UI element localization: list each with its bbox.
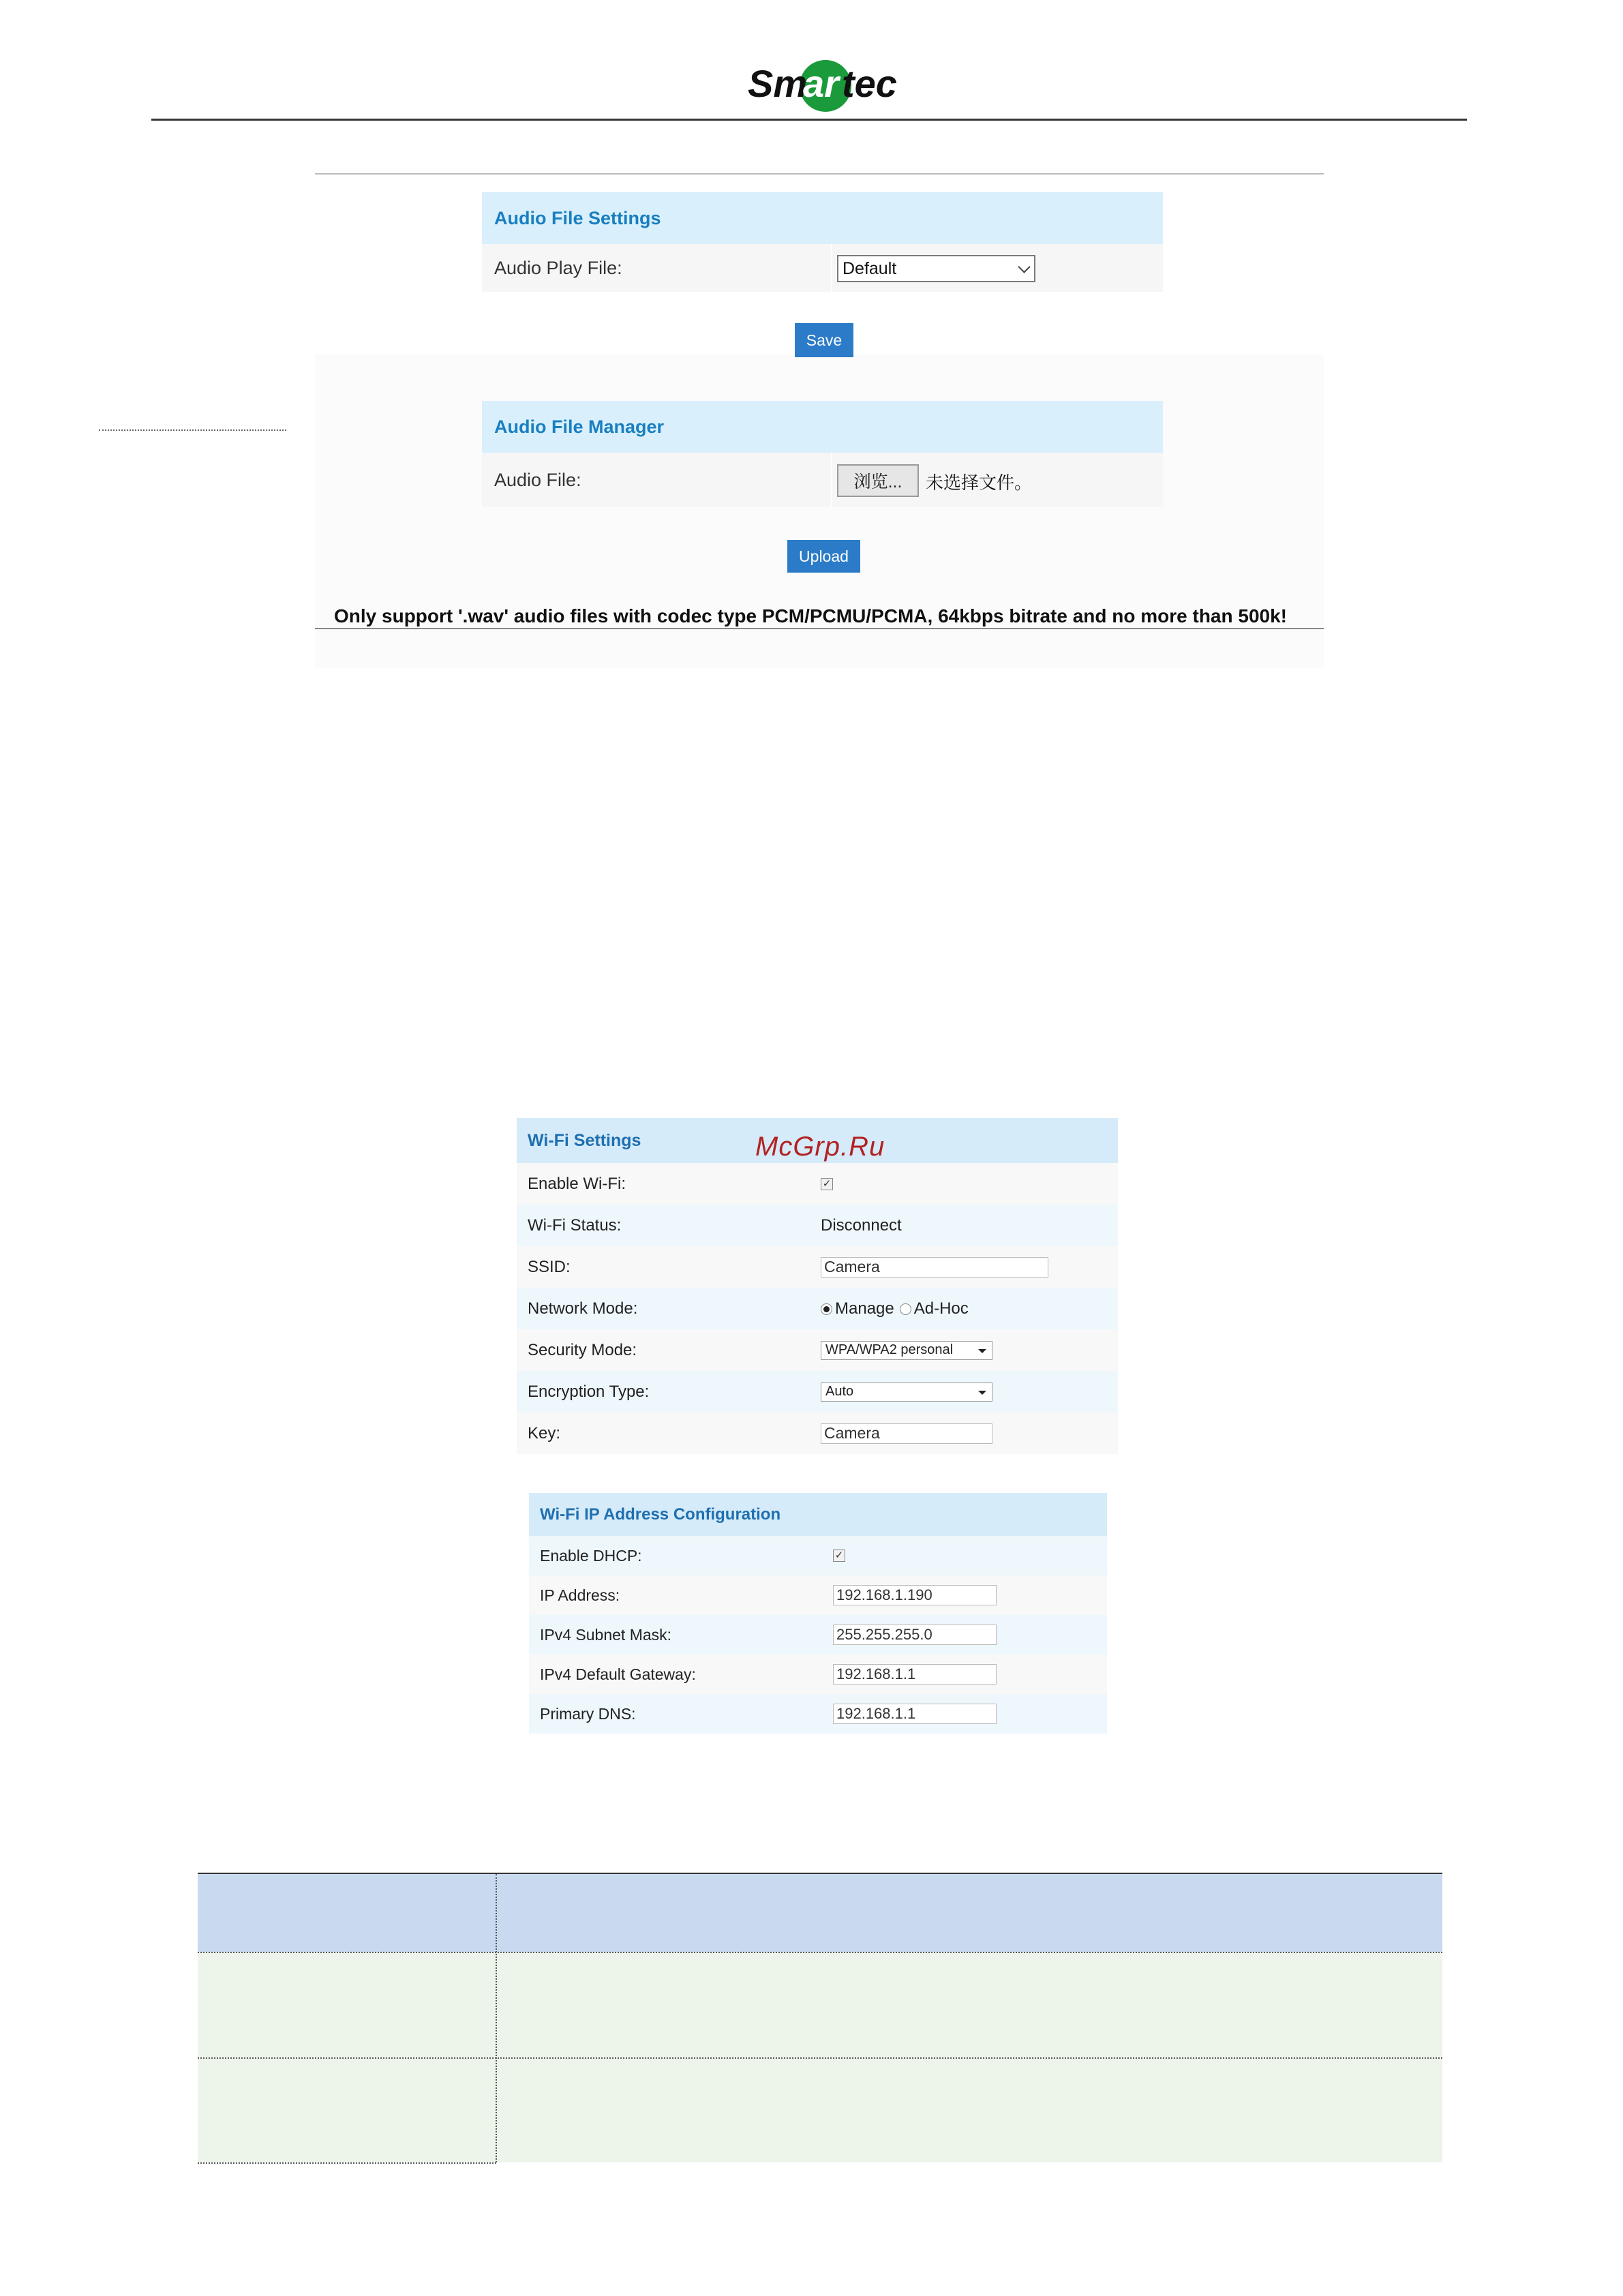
cell-divider [831, 453, 832, 507]
screenshot-bottom-border [315, 628, 1324, 629]
dhcp-row [529, 1536, 1107, 1575]
security-mode-value: WPA/WPA2 personal [825, 1342, 954, 1357]
network-mode-label: Network Mode: [528, 1299, 638, 1318]
enable-dhcp-checkbox[interactable]: ✓ [833, 1550, 845, 1562]
encryption-type-value: Auto [825, 1384, 854, 1399]
ip-address-label: IP Address: [540, 1586, 620, 1604]
audio-file-label: Audio File: [494, 469, 581, 490]
ip-address-row [529, 1575, 1107, 1615]
gateway-row [529, 1655, 1107, 1694]
radio-unselected-icon [900, 1303, 911, 1315]
svg-text:Sm: Sm [748, 62, 808, 105]
ssid-label: SSID: [528, 1257, 571, 1276]
subnet-mask-input[interactable]: 255.255.255.0 [833, 1625, 997, 1645]
dropdown-arrow-icon [978, 1349, 986, 1353]
encryption-type-select[interactable] [821, 1383, 992, 1402]
audio-settings-title: Audio File Settings [494, 207, 661, 228]
table-column-divider [496, 1874, 497, 2162]
audio-settings-header [482, 192, 1163, 244]
subnet-mask-label: IPv4 Subnet Mask: [540, 1625, 672, 1644]
manage-label: Manage [835, 1299, 894, 1318]
upload-note: Only support '.wav' audio files with codec type PCM/PCMU/PCMA, 64kbps bitrate and no more than 500k! [334, 605, 1288, 626]
security-mode-select[interactable] [821, 1341, 992, 1360]
network-mode-manage-option[interactable] [821, 1299, 894, 1318]
gateway-label: IPv4 Default Gateway: [540, 1665, 696, 1683]
encryption-row [517, 1371, 1118, 1413]
gateway-input[interactable]: 192.168.1.1 [833, 1664, 997, 1685]
audio-file-row [482, 453, 1163, 507]
wifi-settings-title: Wi-Fi Settings [528, 1130, 641, 1150]
enable-wifi-label: Enable Wi-Fi: [528, 1174, 626, 1193]
save-button[interactable]: Save [795, 323, 853, 357]
key-input[interactable]: Camera [821, 1423, 992, 1444]
dropdown-arrow-icon [978, 1391, 986, 1395]
primary-dns-input[interactable]: 192.168.1.1 [833, 1704, 997, 1724]
wifi-status-row [517, 1205, 1118, 1246]
svg-text:tec: tec [842, 62, 897, 105]
upload-button[interactable]: Upload [787, 540, 860, 573]
wifi-enable-row [517, 1163, 1118, 1205]
adhoc-label: Ad-Hoc [913, 1299, 969, 1318]
chevron-down-icon [1018, 260, 1030, 273]
radio-selected-icon [821, 1303, 832, 1315]
enable-dhcp-label: Enable DHCP: [540, 1546, 642, 1565]
wifi-ip-panel [529, 1493, 1107, 1738]
key-label: Key: [528, 1423, 561, 1442]
table-row-divider [198, 1952, 1442, 1953]
table-row-divider [198, 2057, 1442, 2059]
network-mode-adhoc-option[interactable] [900, 1299, 969, 1318]
svg-text:ar: ar [803, 62, 839, 105]
table-row [198, 1952, 1442, 2057]
no-file-selected-text: 未选择文件。 [926, 472, 1033, 493]
table-row [198, 2057, 1442, 2162]
network-mode-row [517, 1288, 1118, 1329]
screenshot-top-border [315, 173, 1324, 175]
security-mode-row [517, 1329, 1118, 1371]
browse-button[interactable]: 浏览... [837, 464, 919, 497]
audio-play-file-select[interactable] [837, 255, 1035, 282]
ssid-row [517, 1246, 1118, 1288]
ip-address-input[interactable]: 192.168.1.190 [833, 1585, 997, 1605]
wifi-ip-title: Wi-Fi IP Address Configuration [540, 1505, 781, 1524]
primary-dns-label: Primary DNS: [540, 1704, 636, 1723]
watermark: McGrp.Ru [755, 1132, 885, 1162]
wifi-status-value: Disconnect [821, 1215, 902, 1235]
audio-play-file-value: Default [843, 258, 897, 278]
encryption-type-label: Encryption Type: [528, 1382, 650, 1401]
table-header-row [198, 1874, 1442, 1952]
audio-play-file-row [482, 244, 1163, 292]
ssid-input[interactable]: Camera [821, 1257, 1048, 1278]
key-row [517, 1413, 1118, 1454]
subnet-mask-row [529, 1615, 1107, 1655]
wifi-settings-panel [517, 1118, 1118, 1459]
security-mode-label: Security Mode: [528, 1340, 637, 1359]
audio-manager-header [482, 401, 1163, 453]
wifi-ip-header [529, 1493, 1107, 1536]
table-bottom-border [198, 2162, 496, 2164]
wifi-status-label: Wi-Fi Status: [528, 1215, 622, 1235]
enable-wifi-checkbox[interactable]: ✓ [821, 1178, 833, 1190]
dotted-line [99, 429, 286, 431]
audio-manager-title: Audio File Manager [494, 416, 665, 437]
cell-divider [831, 244, 832, 292]
smartec-logo [746, 56, 907, 115]
header-divider [151, 119, 1467, 121]
dns-row [529, 1694, 1107, 1734]
audio-play-file-label: Audio Play File: [494, 257, 622, 278]
